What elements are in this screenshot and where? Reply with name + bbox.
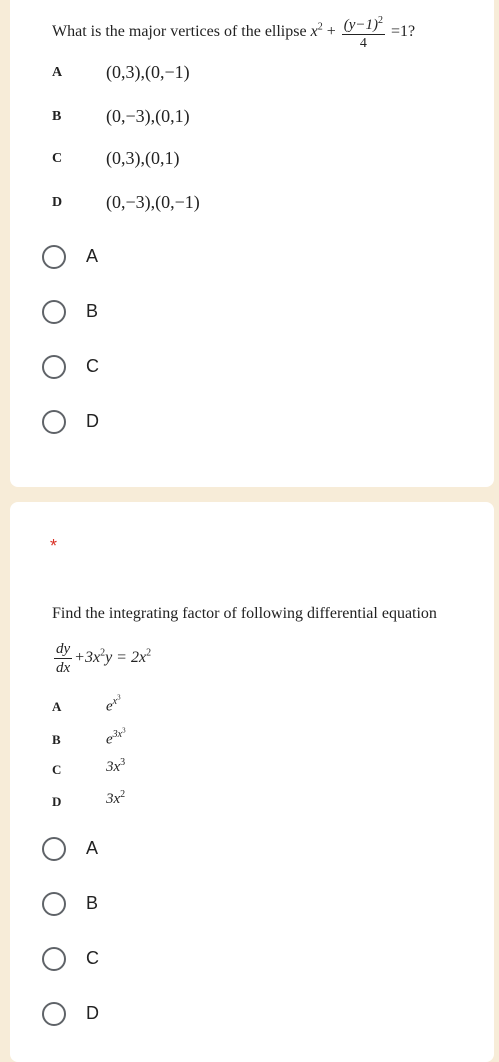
eq-denominator: 4 xyxy=(359,36,367,51)
eq-plus: + xyxy=(326,23,336,41)
option-base: e xyxy=(106,731,113,748)
eq-equals: =1? xyxy=(391,23,416,41)
option-letter: D xyxy=(52,195,63,210)
eq2-denominator: dx xyxy=(56,660,71,676)
eq-numerator-text: (y−1) xyxy=(343,17,378,33)
eq2-rhs-exp: 2 xyxy=(146,647,152,659)
option-value xyxy=(106,727,126,748)
radio-button[interactable] xyxy=(42,355,66,379)
choice-label: B xyxy=(86,301,99,321)
option-exp: x xyxy=(112,696,118,708)
choice-label: C xyxy=(86,356,99,376)
radio-button[interactable] xyxy=(42,300,66,324)
eq-numerator xyxy=(342,12,385,35)
option-letter: A xyxy=(52,65,63,80)
choice-label: B xyxy=(86,893,99,913)
choice-label: A xyxy=(86,838,99,858)
choice-label: D xyxy=(86,1003,99,1023)
option-letter: D xyxy=(52,794,62,809)
question-card-2 xyxy=(10,502,494,1062)
eq-fraction xyxy=(342,12,385,53)
option-value: (0,−3),(0,1) xyxy=(106,106,190,126)
option-letter: C xyxy=(52,762,62,777)
option-exp-exp: 3 xyxy=(122,727,126,735)
option-base: 3x xyxy=(106,759,121,775)
eq2-numerator: dy xyxy=(56,641,71,657)
option-value: (0,3),(0,1) xyxy=(106,148,180,168)
option-letter: C xyxy=(52,151,63,166)
option-exp: 2 xyxy=(120,789,126,800)
option-exp: 3 xyxy=(120,757,126,768)
radio-button[interactable] xyxy=(42,410,66,434)
eq-x: x xyxy=(310,23,318,41)
option-letter: B xyxy=(52,109,62,124)
choice-label: D xyxy=(86,411,99,431)
choice-label: C xyxy=(86,948,99,968)
question-1-text xyxy=(52,12,492,53)
option-exp-exp: 3 xyxy=(117,694,121,702)
radio-button[interactable] xyxy=(42,947,66,971)
eq-numerator-exp: 2 xyxy=(378,15,383,26)
eq2-fraction xyxy=(54,640,72,677)
choice-label: A xyxy=(86,246,99,266)
differential-equation xyxy=(52,640,151,677)
option-exp: 3x xyxy=(112,729,123,741)
option-letter: A xyxy=(52,699,62,714)
option-value xyxy=(106,757,125,776)
radio-button[interactable] xyxy=(42,837,66,861)
option-letter: B xyxy=(52,732,61,747)
eq2-rhs: y = 2x xyxy=(105,649,147,667)
option-base: e xyxy=(106,698,113,715)
option-value xyxy=(106,789,125,808)
question-card-1 xyxy=(10,0,494,487)
eq-x-exp: 2 xyxy=(317,21,323,33)
radio-button[interactable] xyxy=(42,892,66,916)
radio-button[interactable] xyxy=(42,245,66,269)
option-base: 3x xyxy=(106,791,121,807)
option-value: (0,3),(0,−1) xyxy=(106,62,190,82)
eq2-rest xyxy=(74,649,151,666)
ellipse-equation xyxy=(310,15,416,51)
question-1-prompt: What is the major vertices of the ellipse xyxy=(52,23,307,41)
eq2-term: +3x xyxy=(74,649,101,667)
required-asterisk: * xyxy=(50,536,58,556)
option-value xyxy=(106,694,121,715)
option-value: (0,−3),(0,−1) xyxy=(106,192,200,212)
radio-button[interactable] xyxy=(42,1002,66,1026)
eq2-term-exp: 2 xyxy=(100,647,106,659)
question-2-text: Find the integrating factor of following differential equation xyxy=(52,605,437,622)
